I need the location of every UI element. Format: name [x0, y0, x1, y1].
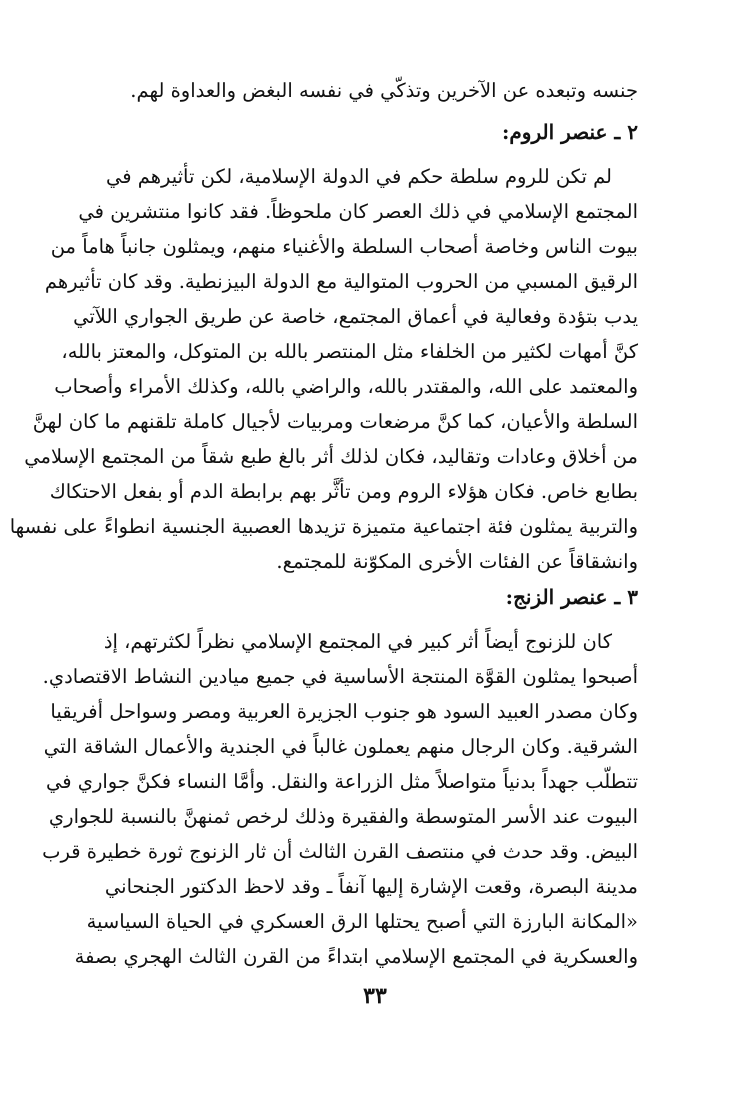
text-line: لم تكن للروم سلطة حكم في الدولة الإسلامية، لكن تأثيرهم في [105, 165, 612, 188]
text-line: البيض. وقد حدث في منتصف القرن الثالث أن ثار الزنوج ثورة خطيرة قرب [42, 840, 638, 863]
text-line: المجتمع الإسلامي في ذلك العصر كان ملحوظاً. فقد كانوا منتشرين في [78, 200, 638, 223]
text-line: الرقيق المسبي من الحروب المتوالية مع الدولة البيزنطية. وقد كان تأثيرهم [44, 270, 638, 293]
text-line: كان للزنوج أيضاً أثر كبير في المجتمع الإسلامي نظراً لكثرتهم، إذ [103, 630, 612, 653]
page-number: ٣٣ [363, 983, 387, 1009]
text-line: جنسه وتبعده عن الآخرين وتذكّي في نفسه البغض والعداوة لهم. [130, 79, 638, 102]
text-line: الشرقية. وكان الرجال منهم يعملون غالباً في الجندية والأعمال الشاقة التي [43, 735, 638, 758]
text-line: من أخلاق وعادات وتقاليد، فكان لذلك أثر بالغ طبع شقاً من المجتمع الإسلامي [24, 445, 638, 468]
text-line: والتربية يمثلون فئة اجتماعية متميزة تزيدها العصبية الجنسية انطواءً على نفسها [9, 515, 638, 538]
text-line: أصبحوا يمثلون القوَّة المنتجة الأساسية في جميع ميادين النشاط الاقتصادي. [42, 665, 638, 688]
text-line: وكان مصدر العبيد السود هو جنوب الجزيرة العربية ومصر وسواحل أفريقيا [50, 700, 638, 723]
section-heading-zanj: ٣ ـ عنصر الزنج: [505, 585, 638, 609]
text-line: وانشقاقاً عن الفئات الأخرى المكوّنة للمجتمع. [276, 550, 638, 573]
text-line: مدينة البصرة، وقعت الإشارة إليها آنفاً ـ وقد لاحظ الدكتور الجنحاني [104, 875, 638, 898]
text-line: والعسكرية في المجتمع الإسلامي ابتداءً من القرن الثالث الهجري بصفة [74, 945, 638, 968]
text-line: السلطة والأعيان، كما كنَّ مرضعات ومربيات لأجيال كاملة تلقنهم ما كان لهنَّ [32, 410, 638, 433]
text-line: البيوت عند الأسر المتوسطة والفقيرة وذلك لرخص ثمنهنَّ بالنسبة للجواري [48, 805, 638, 828]
text-line: بطابع خاص. فكان هؤلاء الروم ومن تأثَّر بهم برابطة الدم أو بفعل الاحتكاك [49, 480, 638, 503]
text-line: يدب بتؤدة وفعالية في أعماق المجتمع، خاصة عن طريق الجواري اللآتي [73, 305, 638, 328]
section-heading-roman: ٢ ـ عنصر الروم: [502, 120, 638, 144]
text-line: بيوت الناس وخاصة أصحاب السلطة والأغنياء منهم، ويمثلون جانباً هاماً من [50, 235, 638, 258]
text-line: «المكانة البارزة التي أصبح يحتلها الرق العسكري في الحياة السياسية [86, 910, 638, 933]
text-line: والمعتمد على الله، والمقتدر بالله، والراضي بالله، وكذلك الأمراء وأصحاب [54, 375, 638, 398]
text-line: كنَّ أمهات لكثير من الخلفاء مثل المنتصر بالله بن المتوكل، والمعتز بالله، [61, 340, 638, 363]
text-line: تتطلّب جهداً بدنياً متواصلاً مثل الزراعة والنقل. وأمَّا النساء فكنَّ جواري في [45, 770, 638, 793]
